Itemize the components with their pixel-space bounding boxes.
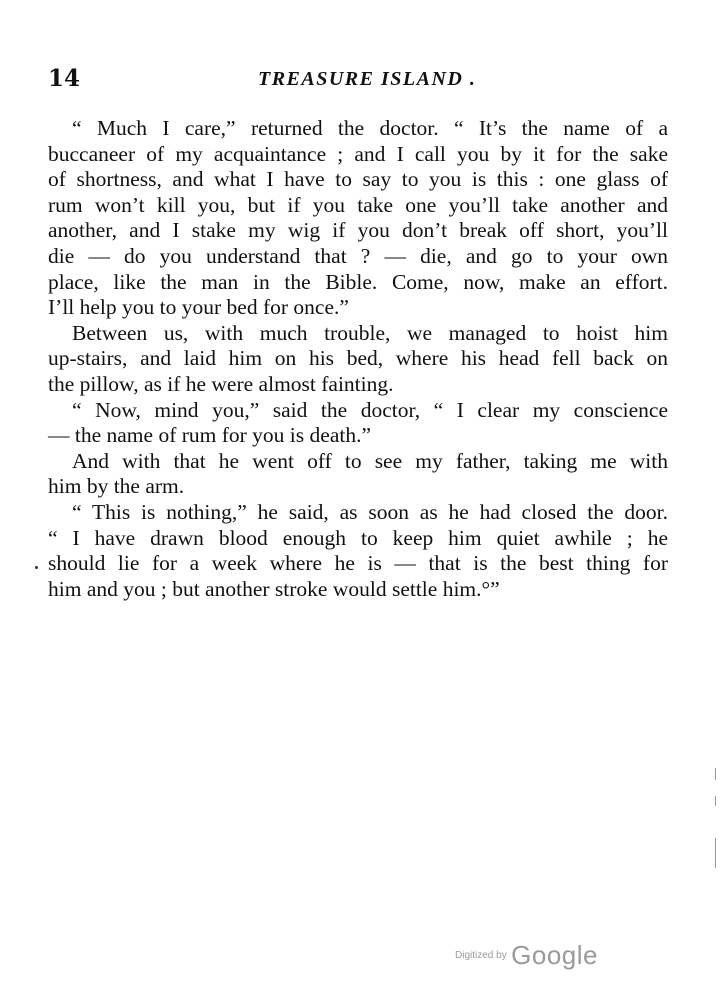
margin-speck — [35, 566, 38, 569]
running-head — [48, 64, 668, 94]
text-line: “ Much I care,” returned the doctor. “ It’s the name of a — [72, 116, 668, 140]
digitized-watermark — [455, 940, 598, 972]
text-line: “ Now, mind you,” said the doctor, “ I clear my conscience — [72, 397, 668, 422]
text-line: “ This is nothing,” he said, as soon as he had closed the door. — [72, 499, 668, 524]
text-line: I’ll help you to your bed for once.” — [48, 295, 349, 320]
page-number: 14 — [48, 65, 81, 92]
text-line: rum won’t kill you, but if you take one you’ll take another and — [48, 192, 668, 217]
watermark-prefix: Digitized by — [455, 950, 507, 961]
paragraph — [48, 449, 668, 500]
text-line: the pillow, as if he were almost fainting. — [48, 371, 394, 396]
text-line: up-stairs, and laid him on his bed, where his head fell back on — [48, 346, 668, 371]
paragraph — [48, 500, 668, 602]
paragraph — [48, 116, 668, 321]
page-edge-mark — [715, 796, 716, 806]
text-line: Between us, with much trouble, we managed to hoist him — [72, 320, 668, 345]
text-line: should lie for a week where he is — that is the best thing for — [48, 551, 668, 576]
text-line: — the name of rum for you is death.” — [48, 423, 372, 448]
text-line: die — do you understand that ? — die, and go to your own — [48, 243, 668, 268]
text-line: him and you ; but another stroke would settle him.°” — [48, 576, 500, 601]
watermark-brand: Google — [511, 940, 598, 970]
text-line: of shortness, and what I have to say to you is this : one glass of — [48, 167, 668, 192]
page-edge-mark — [715, 838, 716, 868]
text-line: another, and I stake my wig if you don’t break off short, you’ll — [48, 218, 668, 243]
page-edge-mark — [715, 768, 716, 780]
text-line: “ I have drawn blood enough to keep him quiet awhile ; he — [48, 525, 668, 550]
running-title: TREASURE ISLAND . — [258, 68, 477, 90]
paragraph — [48, 398, 668, 449]
text-line: buccaneer of my acquaintance ; and I call you by it for the sake — [48, 141, 668, 166]
text-line: And with that he went off to see my father, taking me with — [72, 448, 668, 473]
paragraph — [48, 321, 668, 398]
text-line: him by the arm. — [48, 474, 185, 499]
text-line: place, like the man in the Bible. Come, now, make an effort. — [48, 269, 668, 294]
body-text — [48, 116, 668, 602]
